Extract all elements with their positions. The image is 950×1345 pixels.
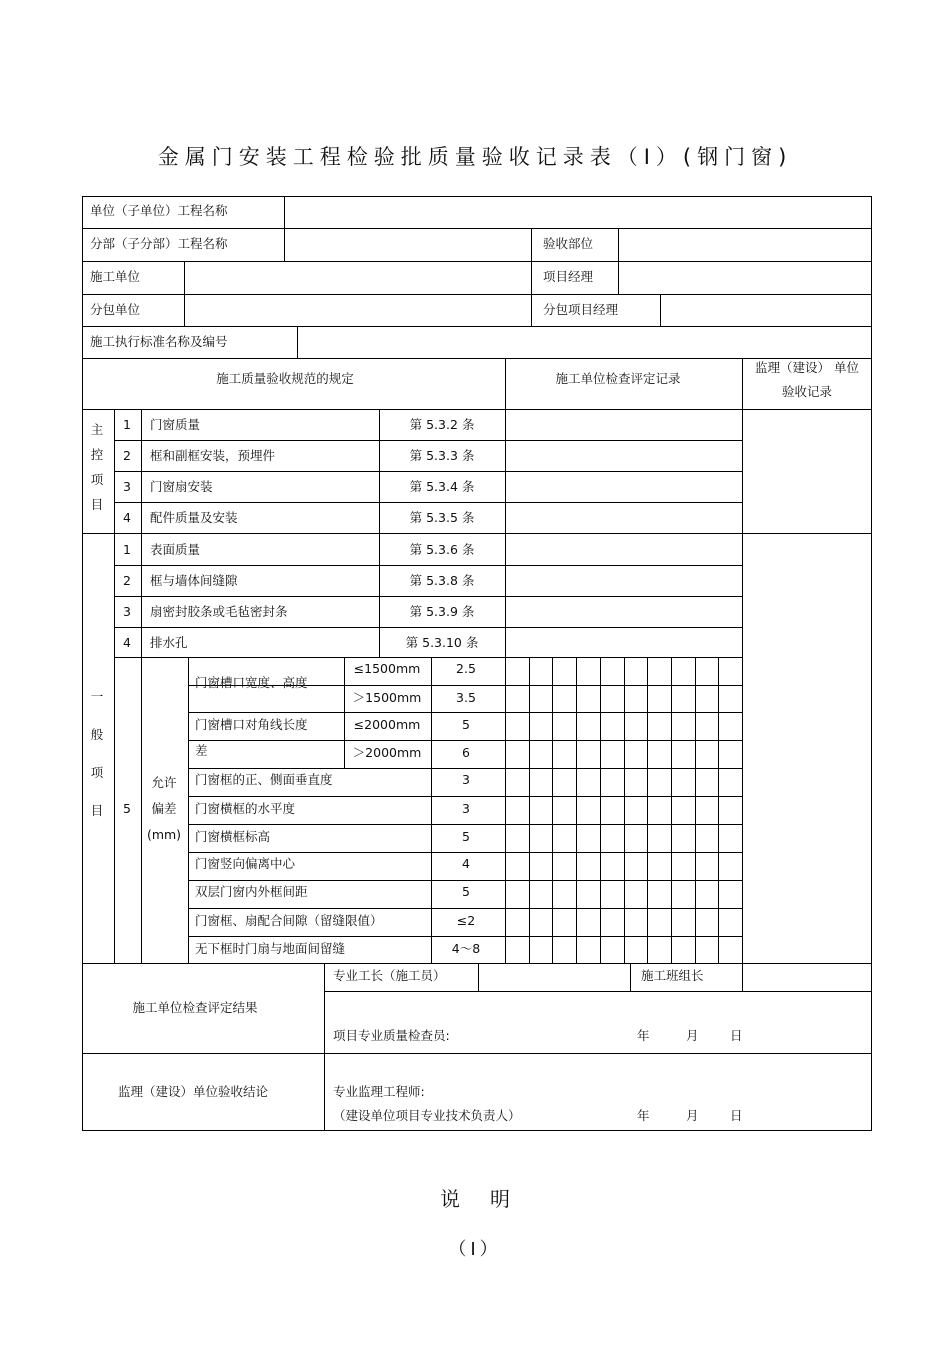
date-month: 月	[686, 1028, 699, 1043]
table-rule	[141, 657, 142, 964]
table-rule	[188, 936, 743, 937]
main-row-item: 门窗质量	[150, 417, 201, 432]
tolerance-item: 门窗竖向偏离中心	[195, 856, 296, 871]
table-rule	[114, 471, 743, 472]
tolerance-item: 门窗横框的水平度	[195, 801, 296, 816]
table-rule	[188, 712, 743, 713]
date-month: 月	[686, 1108, 699, 1123]
table-rule	[82, 261, 871, 262]
table-rule	[184, 261, 185, 327]
table-rule	[114, 627, 743, 628]
general-row-item: 表面质量	[150, 542, 201, 557]
tolerance-item: 门窗槽口宽度、高度	[195, 675, 308, 690]
table-rule	[114, 409, 115, 964]
table-rule	[297, 326, 298, 359]
main-row-no: 4	[123, 510, 131, 525]
table-rule	[82, 409, 871, 410]
table-rule	[660, 294, 661, 327]
tolerance-item: 双层门窗内外框间距	[195, 884, 308, 899]
table-rule	[82, 1053, 871, 1054]
tolerance-condition: ＞2000mm	[352, 745, 422, 760]
general-row-item: 扇密封胶条或毛毡密封条	[150, 604, 288, 619]
table-rule	[188, 908, 743, 909]
table-rule	[742, 358, 743, 964]
table-rule	[188, 824, 743, 825]
table-rule	[114, 565, 743, 566]
tolerance-item: 差	[195, 743, 208, 758]
table-rule	[379, 409, 380, 658]
table-rule	[344, 685, 743, 686]
general-row-clause: 第 5.3.9 条	[409, 604, 475, 619]
general-row-no: 4	[123, 635, 131, 650]
general-row-clause: 第 5.3.6 条	[409, 542, 475, 557]
tolerance-item: 门窗框、扇配合间隙（留缝限值）	[195, 913, 383, 928]
table-rule	[344, 657, 345, 769]
table-rule	[344, 740, 743, 741]
general-row-no: 1	[123, 542, 131, 557]
table-rule	[324, 991, 871, 992]
acceptance-part-label: 验收部位	[543, 236, 594, 251]
tolerance-item: 门窗横框标高	[195, 829, 271, 844]
tolerance-value: 4～8	[451, 941, 481, 956]
tolerance-condition: ≤2000mm	[353, 717, 421, 732]
check-record-column-header: 施工单位检查评定记录	[555, 371, 681, 386]
inspector-label: 项目专业质量检查员:	[333, 1028, 450, 1043]
tolerance-value: ≤2	[456, 913, 476, 928]
table-rule	[505, 657, 506, 964]
general-row-item: 排水孔	[150, 635, 188, 650]
table-rule	[695, 657, 696, 964]
table-rule	[478, 963, 479, 992]
date-day: 日	[730, 1028, 743, 1043]
table-rule	[188, 852, 743, 853]
table-rule	[576, 657, 577, 964]
table-rule	[188, 880, 743, 881]
result-label: 施工单位检查评定结果	[132, 1000, 258, 1015]
spec-column-header: 施工质量验收规范的规定	[216, 371, 354, 386]
team-leader-label: 施工班组长	[641, 968, 704, 983]
notes-heading: 说明	[440, 1187, 540, 1211]
tolerance-value: 2.5	[456, 661, 476, 676]
table-rule	[82, 533, 871, 534]
table-rule	[82, 358, 871, 359]
table-rule	[82, 326, 871, 327]
table-rule	[114, 502, 743, 503]
tolerance-condition: ＞1500mm	[352, 690, 422, 705]
tolerance-value: 5	[462, 717, 470, 732]
tolerance-value: 6	[462, 745, 470, 760]
tolerance-value: 5	[462, 884, 470, 899]
table-rule	[82, 228, 871, 229]
tolerance-row-no: 5	[123, 801, 131, 816]
project-manager-label: 项目经理	[543, 269, 594, 284]
construction-unit-label: 施工单位	[90, 269, 141, 284]
main-row-clause: 第 5.3.3 条	[409, 448, 475, 463]
table-rule	[114, 440, 743, 441]
general-row-no: 3	[123, 604, 131, 619]
table-rule	[188, 796, 743, 797]
main-row-item: 框和副框安装，预埋件	[150, 448, 276, 463]
table-rule	[531, 228, 532, 327]
table-rule	[188, 768, 743, 769]
table-rule	[141, 409, 142, 658]
tolerance-condition: ≤1500mm	[353, 661, 421, 676]
supervisor-column-header: 监理（建设） 单位	[755, 360, 859, 375]
date-year: 年	[637, 1108, 650, 1123]
tolerance-item: 门窗框的正、侧面垂直度	[195, 772, 333, 787]
foreman-label: 专业工长（施工员）	[333, 968, 446, 983]
main-row-item: 配件质量及安装	[150, 510, 238, 525]
table-rule	[552, 657, 553, 964]
table-rule	[188, 657, 189, 964]
tech-lead-label: （建设单位项目专业技术负责人）	[333, 1108, 521, 1123]
sub-project-label: 分部（子分部）工程名称	[90, 236, 228, 251]
main-row-no: 2	[123, 448, 131, 463]
general-row-no: 2	[123, 573, 131, 588]
table-rule	[82, 294, 871, 295]
main-row-item: 门窗扇安装	[150, 479, 213, 494]
table-rule	[114, 596, 743, 597]
date-day: 日	[730, 1108, 743, 1123]
table-rule	[82, 963, 871, 964]
table-rule	[618, 228, 619, 295]
main-row-no: 1	[123, 417, 131, 432]
tolerance-value: 4	[462, 856, 470, 871]
table-rule	[529, 657, 530, 964]
supervisor-engineer-label: 专业监理工程师:	[333, 1084, 425, 1099]
general-row-clause: 第 5.3.10 条	[405, 635, 479, 650]
main-row-no: 3	[123, 479, 131, 494]
subcontract-manager-label: 分包项目经理	[543, 302, 619, 317]
table-rule	[718, 657, 719, 964]
table-rule	[624, 657, 625, 964]
date-year: 年	[637, 1028, 650, 1043]
tolerance-value: 3	[462, 801, 470, 816]
table-rule	[141, 657, 658, 658]
table-rule	[284, 196, 285, 262]
page-title: 金属门安装工程检验批质量验收记录表（Ⅰ）(钢门窗)	[157, 145, 793, 169]
notes-subheading: （Ⅰ）	[448, 1239, 502, 1260]
main-row-clause: 第 5.3.4 条	[409, 479, 475, 494]
main-control-label: 主 控 项 目	[90, 422, 104, 512]
tolerance-value: 5	[462, 829, 470, 844]
tolerance-label: 允许	[151, 775, 177, 790]
general-items-label: 一 般 项 目	[90, 689, 104, 818]
table-rule	[431, 657, 432, 964]
table-rule	[324, 963, 325, 1130]
general-row-item: 框与墙体间缝隙	[150, 573, 238, 588]
tolerance-unit-label: (mm)	[146, 827, 182, 842]
subcontract-unit-label: 分包单位	[90, 302, 141, 317]
table-rule	[671, 657, 672, 964]
tolerance-value: 3	[462, 772, 470, 787]
tolerance-label: 偏差	[151, 801, 177, 816]
tolerance-value: 3.5	[456, 690, 476, 705]
tolerance-item: 门窗槽口对角线长度	[195, 717, 308, 732]
table-rule	[630, 963, 631, 992]
main-row-clause: 第 5.3.2 条	[409, 417, 475, 432]
general-row-clause: 第 5.3.8 条	[409, 573, 475, 588]
table-rule	[742, 963, 743, 992]
tolerance-item: 无下框时门扇与地面间留缝	[195, 941, 346, 956]
main-row-clause: 第 5.3.5 条	[409, 510, 475, 525]
standard-label: 施工执行标准名称及编号	[90, 334, 228, 349]
conclusion-label: 监理（建设）单位验收结论	[117, 1084, 269, 1099]
table-rule	[600, 657, 601, 964]
table-rule	[647, 657, 648, 964]
supervisor-column-header-2: 验收记录	[781, 384, 833, 399]
unit-project-label: 单位（子单位）工程名称	[90, 203, 228, 218]
